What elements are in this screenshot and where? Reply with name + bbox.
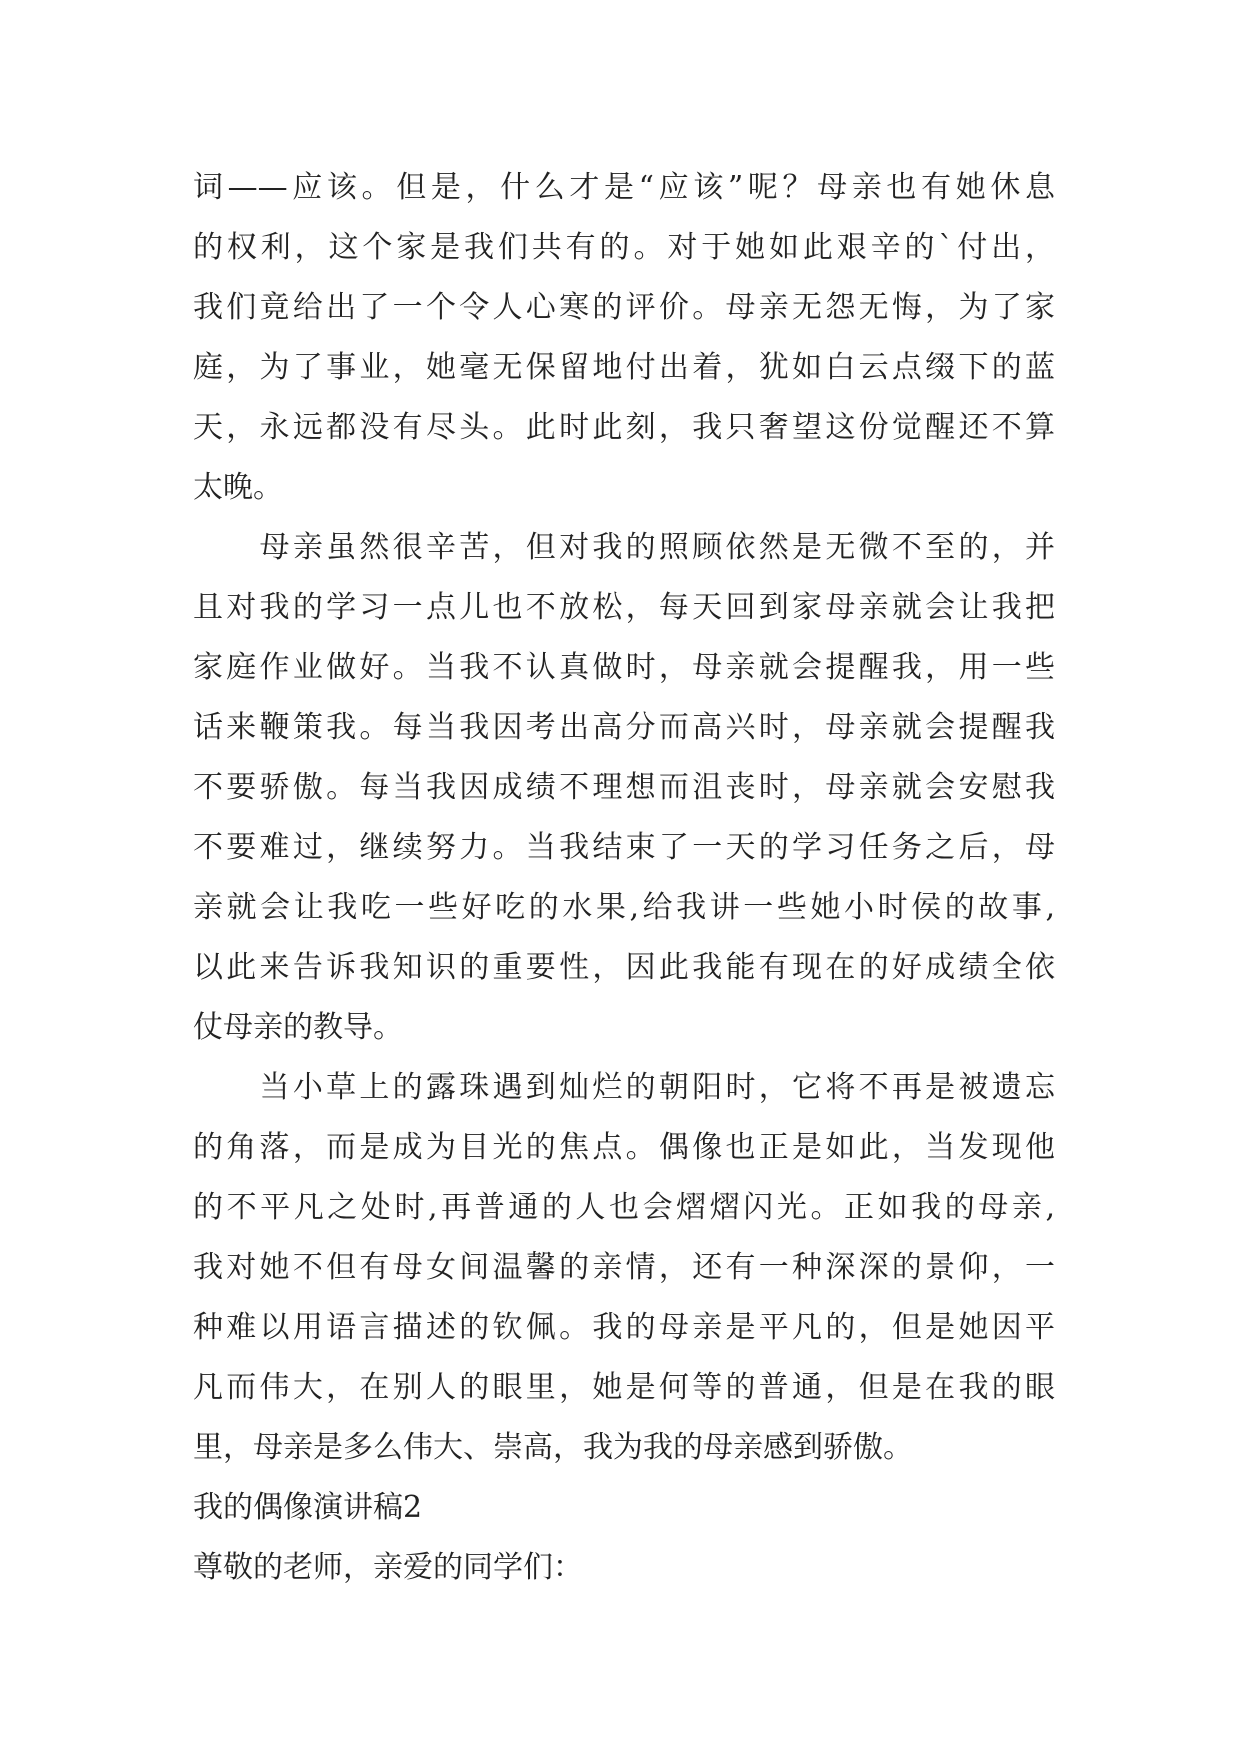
- text-line: 以此来告诉我知识的重要性，因此我能有现在的好成绩全依: [193, 950, 1055, 985]
- text-line: 种难以用语言描述的钦佩。我的母亲是平凡的，但是她因平: [193, 1310, 1055, 1345]
- text-line: 凡而伟大，在别人的眼里，她是何等的普通，但是在我的眼: [193, 1370, 1055, 1405]
- text-line: 太晚。: [193, 470, 283, 505]
- text-line: 庭，为了事业，她毫无保留地付出着，犹如白云点缀下的蓝: [193, 350, 1055, 385]
- text-line: 天，永远都没有尽头。此时此刻，我只奢望这份觉醒还不算: [193, 410, 1055, 445]
- salutation: 尊敬的老师，亲爱的同学们：: [193, 1550, 583, 1585]
- text-line: 当小草上的露珠遇到灿烂的朝阳时，它将不再是被遗忘: [193, 1070, 1055, 1105]
- text-line: 不要难过，继续努力。当我结束了一天的学习任务之后，母: [193, 830, 1055, 865]
- text-line: 且对我的学习一点儿也不放松，每天回到家母亲就会让我把: [193, 590, 1055, 625]
- text-line: 的角落，而是成为目光的焦点。偶像也正是如此，当发现他: [193, 1130, 1055, 1165]
- text-line: 话来鞭策我。每当我因考出高分而高兴时，母亲就会提醒我: [193, 710, 1055, 745]
- text-line: 仗母亲的教导。: [193, 1010, 403, 1045]
- text-line: 词——应该。但是，什么才是“应该”呢？母亲也有她休息: [193, 170, 1055, 205]
- text-line: 亲就会让我吃一些好吃的水果,给我讲一些她小时侯的故事,: [193, 890, 1055, 925]
- paragraph: [193, 518, 1055, 1058]
- paragraph-continuation: [193, 158, 1055, 518]
- text-line: 里，母亲是多么伟大、崇高，我为我的母亲感到骄傲。: [193, 1430, 913, 1465]
- text-line: 的权利，这个家是我们共有的。对于她如此艰辛的`付出，: [193, 230, 1055, 265]
- section-title: 我的偶像演讲稿2: [193, 1490, 423, 1525]
- text-line: 家庭作业做好。当我不认真做时，母亲就会提醒我，用一些: [193, 650, 1055, 685]
- text-line: 的不平凡之处时,再普通的人也会熠熠闪光。正如我的母亲,: [193, 1190, 1055, 1225]
- paragraph: [193, 1058, 1055, 1478]
- text-line: 我们竟给出了一个令人心寒的评价。母亲无怨无悔，为了家: [193, 290, 1055, 325]
- text-line: 我对她不但有母女间温馨的亲情，还有一种深深的景仰，一: [193, 1250, 1055, 1285]
- text-line: 母亲虽然很辛苦，但对我的照顾依然是无微不至的，并: [193, 530, 1055, 565]
- document-body: [193, 158, 1055, 1598]
- text-line: 不要骄傲。每当我因成绩不理想而沮丧时，母亲就会安慰我: [193, 770, 1055, 805]
